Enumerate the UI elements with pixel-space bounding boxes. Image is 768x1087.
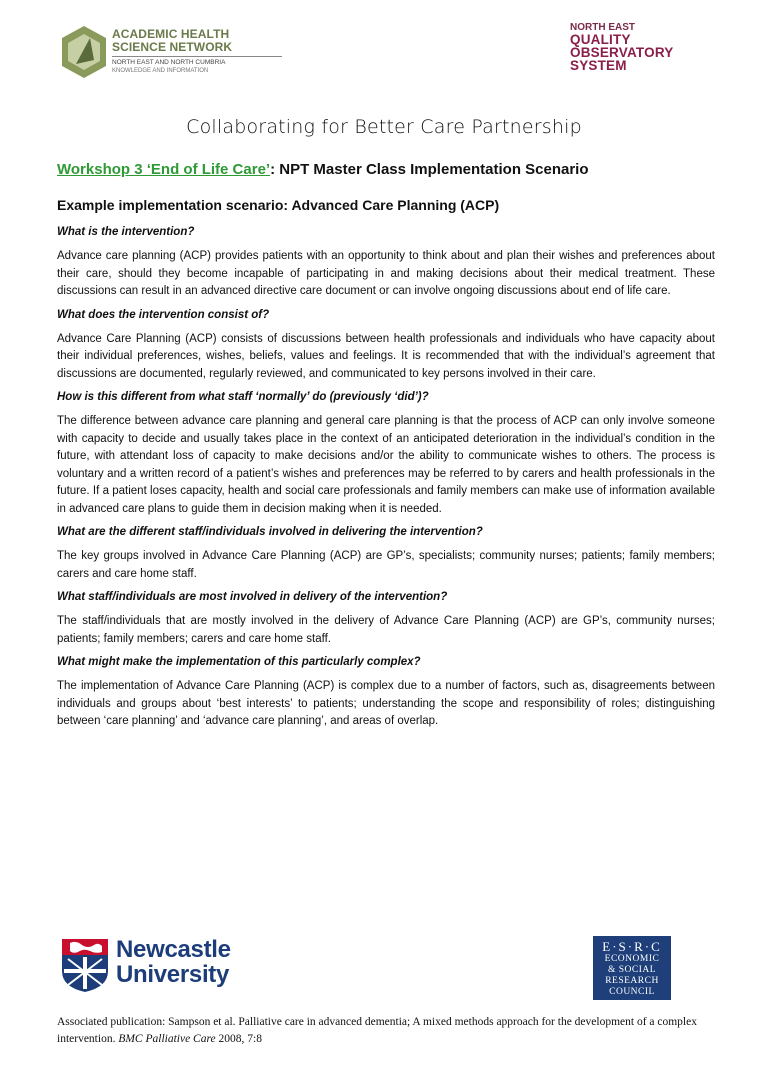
workshop-link[interactable]: Workshop 3 ‘End of Life Care’ bbox=[57, 161, 271, 178]
section-question: What is the intervention? bbox=[57, 226, 195, 238]
ahsn-line2: SCIENCE NETWORK bbox=[112, 40, 233, 54]
section-answer: The difference between advance care planning and general care planning is that the process of ACP can only involve someone with capacity to decide and usually takes place in the context of an anticipated deterioration in the individual’s condition in the future, with attendant loss of capacity to make decisions and/or the ability to communicate wishes to others. The process is voluntary and a written record of a patient’s wishes and preferences may be referred to by carers and health professionals in the future. If a patient loses capacity, health and social care professionals and family members can make use of information available in advanced care plans to guide them in decision making when it is needed. bbox=[57, 415, 715, 515]
section-question: What does the intervention consist of? bbox=[57, 308, 270, 321]
esrc-line4: RESEARCH bbox=[605, 976, 659, 986]
newcastle-shield-icon bbox=[60, 937, 110, 993]
ahsn-line3: NORTH EAST AND NORTH CUMBRIA bbox=[112, 56, 282, 67]
esrc-line3: & SOCIAL bbox=[607, 965, 657, 975]
esrc-line5: COUNCIL bbox=[609, 987, 655, 997]
section-answer: The staff/individuals that are mostly involved in the delivery of Advance Care Planning (ACP) are GP’s, community nurses; patients; family members; carers and care home staff. bbox=[57, 615, 715, 645]
newcastle-university-logo bbox=[60, 935, 250, 995]
esrc-line1: E·S·R·C bbox=[602, 939, 662, 954]
ahsn-line1: ACADEMIC HEALTH bbox=[112, 27, 230, 41]
section-question: What staff/individuals are most involved in delivery of the intervention? bbox=[57, 591, 448, 603]
section-question: What might make the implementation of this particularly complex? bbox=[57, 656, 421, 668]
neqos-line2: QUALITY bbox=[570, 32, 631, 47]
associated-publication-footnote bbox=[57, 1014, 717, 1048]
neqos-line3: OBSERVATORY bbox=[570, 45, 674, 60]
footnote-tail: 2008, 7:8 bbox=[215, 1033, 262, 1045]
footnote-journal: BMC Palliative Care bbox=[118, 1033, 216, 1045]
footnote-main: Associated publication: Sampson et al. Palliative care in advanced dementia; A mixed methods approach for the development of a complex intervention. bbox=[57, 1016, 697, 1045]
document-body bbox=[57, 160, 715, 737]
ahsn-logo bbox=[60, 24, 260, 86]
esrc-line2: ECONOMIC bbox=[604, 954, 660, 964]
neqos-line1: NORTH EAST bbox=[570, 22, 635, 33]
section-answer: Advance care planning (ACP) provides patients with an opportunity to think about and plan their wishes and preferences about their care, should they become incapable of participating in and making decisions about their medical treatment. These discussions can result in an advanced directive care document or can involve ongoing discussions about end of life care. bbox=[57, 250, 715, 297]
section-question: What are the different staff/individuals involved in delivering the intervention? bbox=[57, 526, 483, 538]
section-answer: The implementation of Advance Care Planning (ACP) is complex due to a number of factors, such as, disagreements between individuals and groups about ‘best interests’ to patients; understanding the scope and responsibility of roles; distinguishing between ‘care planning’ and ‘advance care planning’, and areas of overlap. bbox=[57, 680, 715, 727]
section-question: How is this different from what staff ‘normally’ do (previously ‘did’)? bbox=[57, 391, 429, 403]
newcastle-line1: Newcastle bbox=[116, 936, 231, 963]
ahsn-triangle-icon bbox=[60, 24, 108, 80]
document-title bbox=[57, 160, 715, 180]
ahsn-line4: KNOWLEDGE AND INFORMATION bbox=[112, 68, 209, 74]
esrc-logo bbox=[593, 936, 671, 1000]
section-answer: The key groups involved in Advance Care Planning (ACP) are GP’s, specialists; community nurses; patients; family members; carers and care home staff. bbox=[57, 550, 715, 580]
newcastle-line2: University bbox=[116, 961, 230, 988]
section-answer: Advance Care Planning (ACP) consists of discussions between health professionals and individuals who have capacity about their individual preferences, wishes, beliefs, values and feelings. It is recommended that with the individual’s agreement that discussions are documented, regularly reviewed, and communicated to key persons involved in their care. bbox=[57, 332, 715, 380]
neqos-line4: SYSTEM bbox=[570, 58, 627, 73]
neqos-logo bbox=[570, 22, 710, 72]
partnership-heading: Collaborating for Better Care Partnership bbox=[186, 116, 582, 138]
title-rest: : NPT Master Class Implementation Scenario bbox=[270, 161, 589, 178]
document-subtitle: Example implementation scenario: Advanced Care Planning (ACP) bbox=[57, 197, 500, 213]
